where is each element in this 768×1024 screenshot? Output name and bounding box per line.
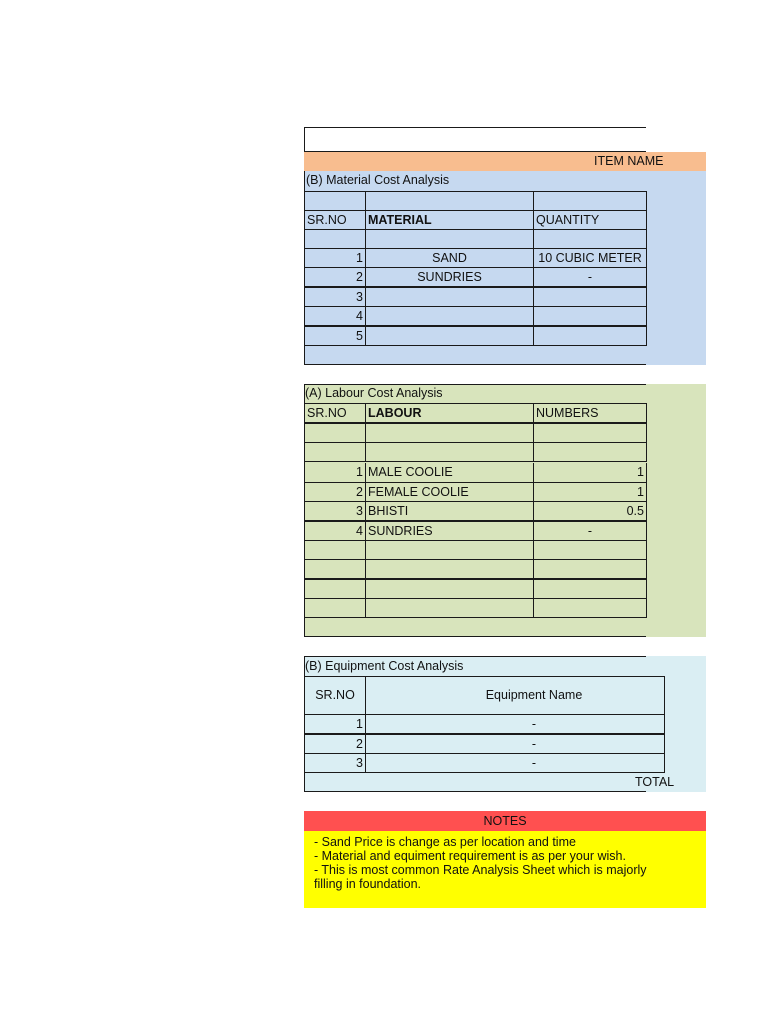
- material-col-srno: SR.NO: [304, 210, 366, 230]
- equipment-row-name: -: [365, 714, 665, 734]
- labour-row-name: MALE COOLIE: [365, 463, 534, 483]
- labour-blank-cell: [304, 579, 366, 599]
- material-row-sr: 1: [304, 248, 366, 268]
- labour-blank-cell: [365, 540, 534, 560]
- equipment-col-srno: SR.NO: [304, 676, 366, 715]
- equipment-col-name: Equipment Name: [365, 676, 665, 715]
- labour-blank-cell: [533, 423, 647, 443]
- labour-blank-cell: [533, 559, 647, 579]
- item-name-clip: [304, 152, 664, 171]
- material-table: [304, 171, 646, 365]
- material-blank-cell: [304, 191, 366, 211]
- material-blank-cell: [533, 191, 647, 211]
- labour-col-srno: SR.NO: [304, 403, 366, 423]
- labour-row-sr: 1: [304, 463, 366, 483]
- labour-blank-cell: [304, 423, 366, 443]
- labour-blank-cell: [533, 442, 647, 462]
- material-row-qty: -: [533, 267, 647, 287]
- labour-blank-cell: [304, 442, 366, 462]
- labour-blank-cell: [365, 559, 534, 579]
- notes-line: - Material and equiment requirement is as per your wish.: [314, 849, 626, 863]
- labour-row-name: SUNDRIES: [365, 521, 534, 541]
- notes-title-bar: [304, 811, 706, 831]
- labour-blank-cell: [304, 540, 366, 560]
- material-col-quantity: QUANTITY: [533, 210, 647, 230]
- labour-row-num: 1: [533, 463, 647, 483]
- equipment-row-sr: 1: [304, 714, 366, 734]
- labour-blank-cell: [365, 598, 534, 618]
- labour-row-name: FEMALE COOLIE: [365, 482, 534, 502]
- material-row-sr: 3: [304, 287, 366, 307]
- material-row-qty: [533, 287, 647, 307]
- equipment-row-sr: 3: [304, 753, 366, 773]
- material-col-material: MATERIAL: [365, 210, 534, 230]
- equipment-total-label: TOTAL: [635, 775, 675, 789]
- title-row: [304, 127, 646, 152]
- labour-row-sr: 3: [304, 501, 366, 521]
- labour-col-numbers: NUMBERS: [533, 403, 647, 423]
- labour-blank-cell: [304, 559, 366, 579]
- material-row-name: SUNDRIES: [365, 267, 534, 287]
- labour-blank-cell: [365, 579, 534, 599]
- material-row-qty: 10 CUBIC METER: [533, 248, 647, 268]
- equipment-section-title: (B) Equipment Cost Analysis: [305, 659, 464, 673]
- material-row-sr: 5: [304, 326, 366, 346]
- labour-section-title: (A) Labour Cost Analysis: [305, 386, 443, 400]
- labour-row-sr: 2: [304, 482, 366, 502]
- notes-line: - This is most common Rate Analysis Sheet which is majorly: [314, 863, 647, 877]
- item-name-label: ITEM NAME: [594, 154, 664, 168]
- labour-row-name: BHISTI: [365, 501, 534, 521]
- notes-line: - Sand Price is change as per location and time: [314, 835, 576, 849]
- material-row-sr: 2: [304, 267, 366, 287]
- material-blank-cell: [365, 229, 534, 249]
- labour-blank-cell: [304, 598, 366, 618]
- labour-col-labour: LABOUR: [365, 403, 534, 423]
- notes-line: filling in foundation.: [314, 877, 422, 891]
- equipment-row-name: -: [365, 734, 665, 754]
- labour-table: [304, 384, 646, 637]
- material-blank-cell: [304, 229, 366, 249]
- material-blank-cell: [533, 229, 647, 249]
- material-row-qty: [533, 326, 647, 346]
- labour-row-num: -: [533, 521, 647, 541]
- labour-blank-cell: [365, 423, 534, 443]
- equipment-row-sr: 2: [304, 734, 366, 754]
- material-row-name: [365, 306, 534, 326]
- equipment-table: [304, 656, 675, 792]
- material-blank-cell: [365, 191, 534, 211]
- labour-blank-cell: [533, 598, 647, 618]
- material-row-name: [365, 287, 534, 307]
- labour-blank-cell: [365, 442, 534, 462]
- material-row-name: SAND: [365, 248, 534, 268]
- material-row-qty: [533, 306, 647, 326]
- labour-row-sr: 4: [304, 521, 366, 541]
- material-row-sr: 4: [304, 306, 366, 326]
- labour-blank-cell: [533, 579, 647, 599]
- notes-title: NOTES: [483, 814, 527, 828]
- material-row-name: [365, 326, 534, 346]
- labour-row-num: 0.5: [533, 501, 647, 521]
- equipment-row-name: -: [365, 753, 665, 773]
- notes-body: [304, 831, 706, 908]
- labour-row-num: 1: [533, 482, 647, 502]
- labour-blank-cell: [533, 540, 647, 560]
- material-section-title: (B) Material Cost Analysis: [306, 173, 450, 187]
